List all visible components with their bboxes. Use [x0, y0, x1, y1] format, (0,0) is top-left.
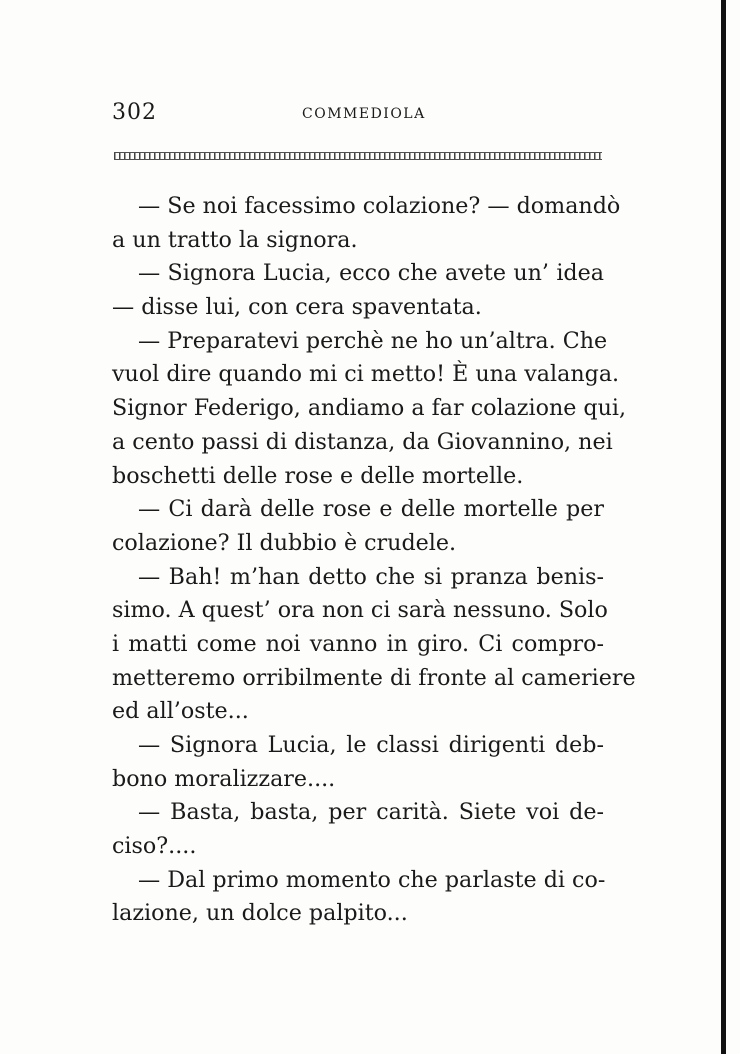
text-line: — Ci darà delle rose e delle mortelle per [138, 496, 604, 523]
text-line: — Basta, basta, per carità. Siete voi de- [138, 799, 604, 826]
running-title: COMMEDIOLA [302, 106, 426, 122]
text-line: vuol dire quando mi ci metto! È una valanga. [112, 361, 620, 388]
text-line: colazione? Il dubbio è crudele. [112, 529, 457, 556]
text-line: a cento passi di distanza, da Giovannino, nei [112, 428, 613, 455]
text-line: — Signora Lucia, ecco che avete un’ idea [138, 260, 604, 287]
page-edge-shadow [721, 0, 726, 1054]
text-line: — Bah! m’han detto che si pranza benis- [138, 563, 604, 590]
text-line: — disse lui, con cera spaventata. [112, 294, 482, 321]
page-header [112, 100, 612, 132]
text-line: a un tratto la signora. [112, 226, 358, 253]
text-line: metteremo orribilmente di fronte al cameriere [112, 664, 636, 691]
text-line: Signor Federigo, andiamo a far colazione qui, [112, 395, 627, 422]
text-line: bono moralizzare.... [112, 765, 336, 792]
text-line: boschetti delle rose e delle mortelle. [112, 462, 524, 489]
text-line: ed all’oste... [112, 698, 249, 725]
body-text [112, 190, 636, 931]
text-line: — Preparatevi perchè ne ho un’altra. Che [138, 327, 608, 354]
text-line: i matti come noi vanno in giro. Ci compro- [112, 630, 604, 657]
text-line: — Dal primo momento che parlaste di co- [138, 866, 606, 893]
text-line: ciso?.... [112, 833, 197, 860]
text-line: simo. A quest’ ora non ci sarà nessuno. Solo [112, 597, 608, 624]
text-line: — Signora Lucia, le classi dirigenti deb- [138, 732, 604, 758]
ornamental-rule [114, 152, 602, 160]
text-line: — Se noi facessimo colazione? — domandò [138, 193, 621, 219]
text-line: lazione, un dolce palpito... [112, 900, 408, 927]
page-number: 302 [112, 100, 157, 125]
